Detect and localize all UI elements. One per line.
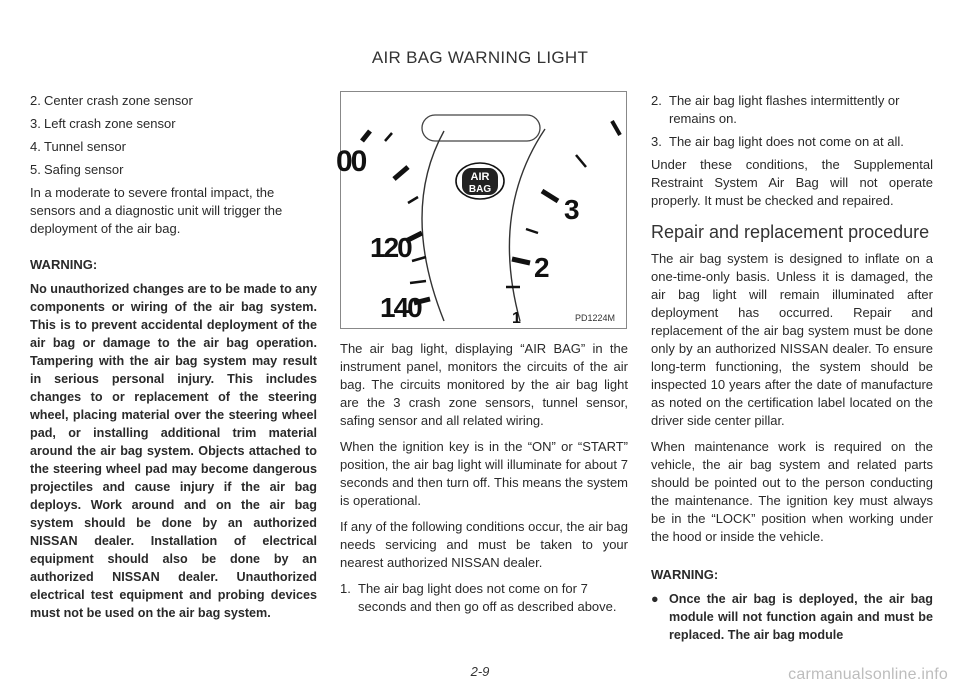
section-heading: Repair and replacement procedure — [651, 222, 930, 242]
list-text: The air bag light does not come on at all. — [669, 134, 904, 149]
middle-column — [340, 340, 628, 621]
list-number: 3. — [651, 134, 662, 149]
list-text: Left crash zone sensor — [44, 116, 176, 131]
warning-label: WARNING: — [651, 567, 719, 582]
watermark: carmanualsonline.info — [788, 666, 948, 683]
airbag-icon-text-1: AIR — [470, 171, 490, 183]
list-text: Safing sensor — [44, 162, 124, 177]
airbag-icon-text-2: BAG — [468, 184, 492, 195]
speed-label: 120 — [370, 232, 411, 263]
page-title: AIR BAG WARNING LIGHT — [371, 48, 589, 67]
speed-label: 00 — [336, 145, 366, 178]
list-text: The air bag light flashes intermittently or remains on. — [669, 93, 900, 126]
list-number: 1. — [340, 581, 351, 596]
list-text: Center crash zone sensor — [44, 93, 193, 108]
speedometer-tachometer-illustration — [336, 91, 627, 329]
paragraph: When the ignition key is in the “ON” or “START” position, the air bag light will illuminate for about 7 seconds and then turn off. This means the system is operational. — [340, 439, 628, 508]
list-item — [30, 92, 317, 110]
paragraph: If any of the following conditions occur, the air bag needs servicing and must be taken to your nearest authorized NISSAN dealer. — [340, 519, 628, 570]
left-column — [30, 92, 317, 630]
list-number: 5. — [30, 162, 41, 177]
bullet-text: Once the air bag is deployed, the air bag module will not function again and must be replaced. The air bag module — [669, 592, 933, 642]
rpm-label: 2 — [534, 252, 550, 283]
paragraph: When maintenance work is required on the vehicle, the air bag system and related parts should be pointed out to the person conducting the maintenance. The ignition key must always be in the “LOCK” position when working under the hood or inside the vehicle. — [651, 439, 933, 544]
bullet-icon: ● — [651, 592, 659, 606]
list-item — [651, 133, 933, 151]
warning-label: WARNING: — [30, 257, 98, 272]
right-column — [651, 92, 933, 644]
figure-code: PD1224M — [575, 313, 616, 323]
warning-text: No unauthorized changes are to be made to any components or wiring of the air bag system. This is to prevent accidental deployment of the air bag or damage to the air bag operation. Tampering with the air bag system may result in serious personal injury. This includes changes to or replacement of the steering wheel, placing material over the steering wheel pad, or installing additional trim material around the air bag system. Objects attached to the steering wheel pad may become dangerous projectiles and cause injury if the air bag deploys. Work around and on the air bag system should be done by an authorized NISSAN dealer. Installation of electrical equipment should also be done by an authorized NISSAN dealer. Unauthorized electrical test equipment and probing devices must not be used on the air bag system. — [30, 282, 317, 620]
rpm-label: 3 — [564, 194, 580, 225]
list-item — [30, 138, 317, 156]
paragraph: Under these conditions, the Supplemental Restraint System Air Bag will not operate properly. It must be checked and repaired. — [651, 157, 933, 208]
paragraph: The air bag light, displaying “AIR BAG” in the instrument panel, monitors the circuits of the air bag. The circuits monitored by the air bag light are the 3 crash zone sensors, tunnel sensor, safing sensor and all related wiring. — [340, 341, 628, 428]
page-number: 2-9 — [470, 664, 490, 679]
instrument-panel-figure — [336, 91, 627, 329]
list-item — [340, 580, 628, 616]
list-text: Tunnel sensor — [44, 139, 126, 154]
airbag-warning-icon — [456, 163, 504, 199]
paragraph: The air bag system is designed to inflate on a one-time-only basis. Unless it is damaged, the air bag light will remain illuminated after deployment has occurred. Repair and replacement of the air bag system must be done only by an authorized NISSAN dealer. To ensure long-term functioning, the system should be inspected 10 years after the date of manufacture as noted on the certification label located on the driver side center pillar. — [651, 251, 933, 428]
list-text: The air bag light does not come on for 7 seconds and then go off as described above. — [358, 581, 617, 614]
list-item — [30, 115, 317, 133]
bullet-item — [651, 590, 933, 644]
list-number: 3. — [30, 116, 41, 131]
speed-label: 140 — [380, 292, 421, 323]
list-number: 2. — [30, 93, 41, 108]
paragraph: In a moderate to severe frontal impact, the sensors and a diagnostic unit will trigger the deployment of the air bag. — [30, 185, 283, 236]
list-item — [651, 92, 933, 128]
list-number: 2. — [651, 93, 662, 108]
list-number: 4. — [30, 139, 41, 154]
list-item — [30, 161, 317, 179]
rpm-label: 1 — [512, 310, 521, 327]
